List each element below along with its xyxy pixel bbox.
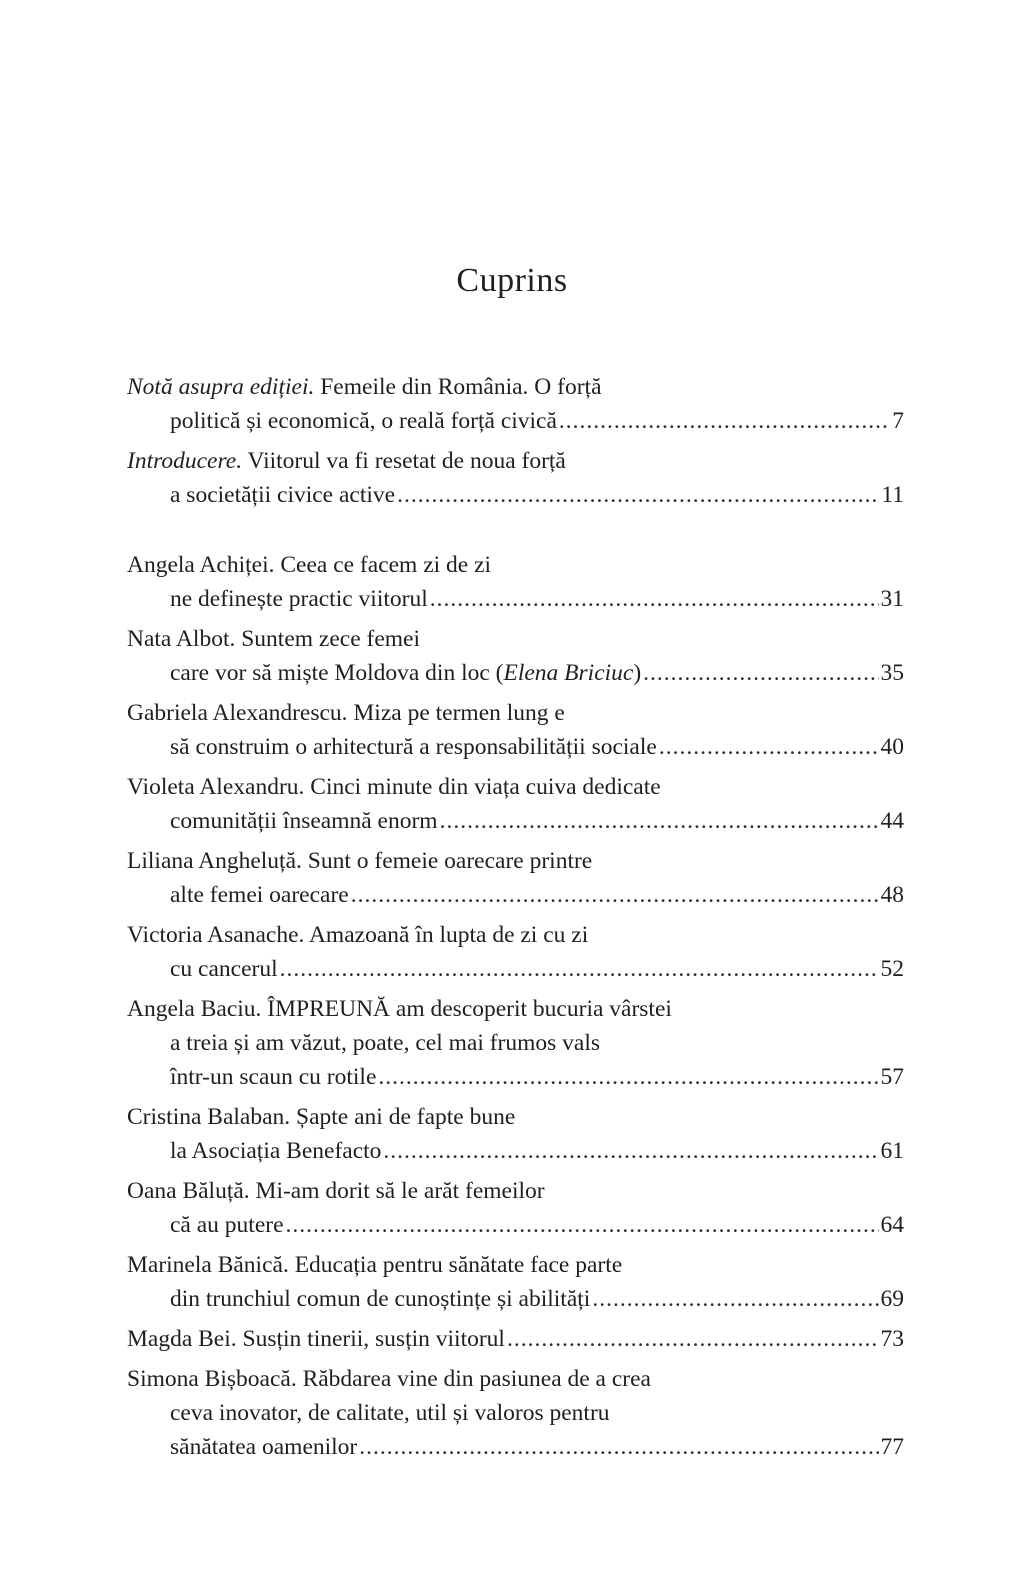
entry-text: la Asociația Benefacto — [170, 1138, 382, 1164]
entry-text: comunității înseamnă enorm — [170, 808, 438, 834]
entry-text: Magda Bei. Susțin tinerii, susțin viitorul — [127, 1326, 505, 1352]
toc-entry — [127, 696, 904, 764]
leader-dots — [507, 1322, 879, 1356]
page-number: 77 — [880, 1434, 904, 1460]
leader-dots — [643, 656, 878, 690]
toc-entry — [127, 622, 904, 690]
toc-entry — [127, 918, 904, 986]
leader-dots — [430, 582, 879, 616]
page-number: 48 — [880, 882, 904, 908]
leader-dots — [359, 1430, 878, 1464]
entry-text: Femeile din România. O forță — [314, 374, 602, 400]
leader-dots — [592, 1282, 878, 1316]
entry-text: Victoria Asanache. Amazoană în lupta de zi cu zi — [127, 922, 589, 948]
entry-text: a treia și am văzut, poate, cel mai frumos vals — [170, 1030, 601, 1056]
page-number: 69 — [880, 1286, 904, 1312]
entry-text: într-un scaun cu rotile — [170, 1064, 377, 1090]
toc-entry — [127, 992, 904, 1094]
toc-entry — [127, 1248, 904, 1316]
page-number: 52 — [880, 956, 904, 982]
entry-text: a societății civice active — [170, 482, 396, 508]
leader-dots — [659, 730, 879, 764]
entry-lead: Notă asupra ediției. — [127, 374, 315, 400]
entry-text: Liliana Angheluță. Sunt o femeie oarecare printre — [127, 848, 593, 874]
entry-text: că au putere — [170, 1212, 284, 1238]
entry-text: Viitorul va fi resetat de noua forță — [242, 448, 566, 474]
toc-entry — [127, 444, 904, 512]
page-title: Cuprins — [456, 262, 568, 299]
leader-dots — [286, 1208, 879, 1242]
toc-entry — [127, 1100, 904, 1168]
entry-text: Violeta Alexandru. Cinci minute din viața cuiva dedicate — [127, 774, 661, 800]
leader-dots — [378, 1060, 878, 1094]
toc-entry — [127, 370, 904, 438]
toc-entry — [127, 1174, 904, 1242]
entry-text: Cristina Balaban. Șapte ani de fapte bune — [127, 1104, 516, 1130]
page-number: 35 — [880, 660, 904, 686]
leader-dots — [440, 804, 879, 838]
entry-text: politică și economică, o reală forță civică — [170, 408, 557, 434]
entry-text: să construim o arhitectură a responsabilității sociale — [170, 734, 657, 760]
toc-entry — [127, 1322, 904, 1356]
entry-text: Marinela Bănică. Educația pentru sănătate face parte — [127, 1252, 623, 1278]
toc-entry — [127, 844, 904, 912]
entry-text: Simona Bișboacă. Răbdarea vine din pasiunea de a crea — [127, 1366, 651, 1392]
page-number: 40 — [880, 734, 904, 760]
table-of-contents — [127, 370, 904, 1464]
page-number: 57 — [880, 1064, 904, 1090]
page-number: 61 — [880, 1138, 904, 1164]
page-number: 73 — [880, 1326, 904, 1352]
entry-text: Angela Achiței. Ceea ce facem zi de zi — [127, 552, 492, 578]
page-number: 44 — [880, 808, 904, 834]
leader-dots — [280, 952, 879, 986]
entry-text: Nata Albot. Suntem zece femei — [127, 626, 420, 652]
toc-entry — [127, 1362, 904, 1464]
page-number: 7 — [892, 408, 904, 434]
entry-text: sănătatea oamenilor — [170, 1434, 358, 1460]
leader-dots — [351, 878, 879, 912]
leader-dots — [383, 1134, 878, 1168]
entry-text: ne definește practic viitorul — [170, 586, 428, 612]
entry-text: din trunchiul comun de cunoștințe și abilități — [170, 1286, 591, 1312]
page-number: 64 — [880, 1212, 904, 1238]
page-number: 11 — [881, 482, 904, 508]
entry-text: Oana Băluță. Mi-am dorit să le arăt femeilor — [127, 1178, 545, 1204]
entry-text: cu cancerul — [170, 956, 278, 982]
entry-author-italic: Elena Briciuc — [503, 660, 634, 686]
page-number: 31 — [880, 586, 904, 612]
leader-dots — [559, 404, 890, 438]
toc-entry — [127, 770, 904, 838]
entry-text: Gabriela Alexandrescu. Miza pe termen lung e — [127, 700, 565, 726]
entry-text: Angela Baciu. ÎMPREUNĂ am descoperit bucuria vârstei — [127, 996, 672, 1022]
entry-text: alte femei oarecare — [170, 882, 349, 908]
entry-text: ) — [633, 660, 642, 686]
leader-dots — [397, 478, 879, 512]
toc-entry — [127, 548, 904, 616]
entry-lead: Introducere. — [127, 448, 243, 474]
entry-text: care vor să miște Moldova din loc ( — [170, 660, 504, 686]
entry-text: ceva inovator, de calitate, util și valoros pentru — [170, 1400, 610, 1426]
